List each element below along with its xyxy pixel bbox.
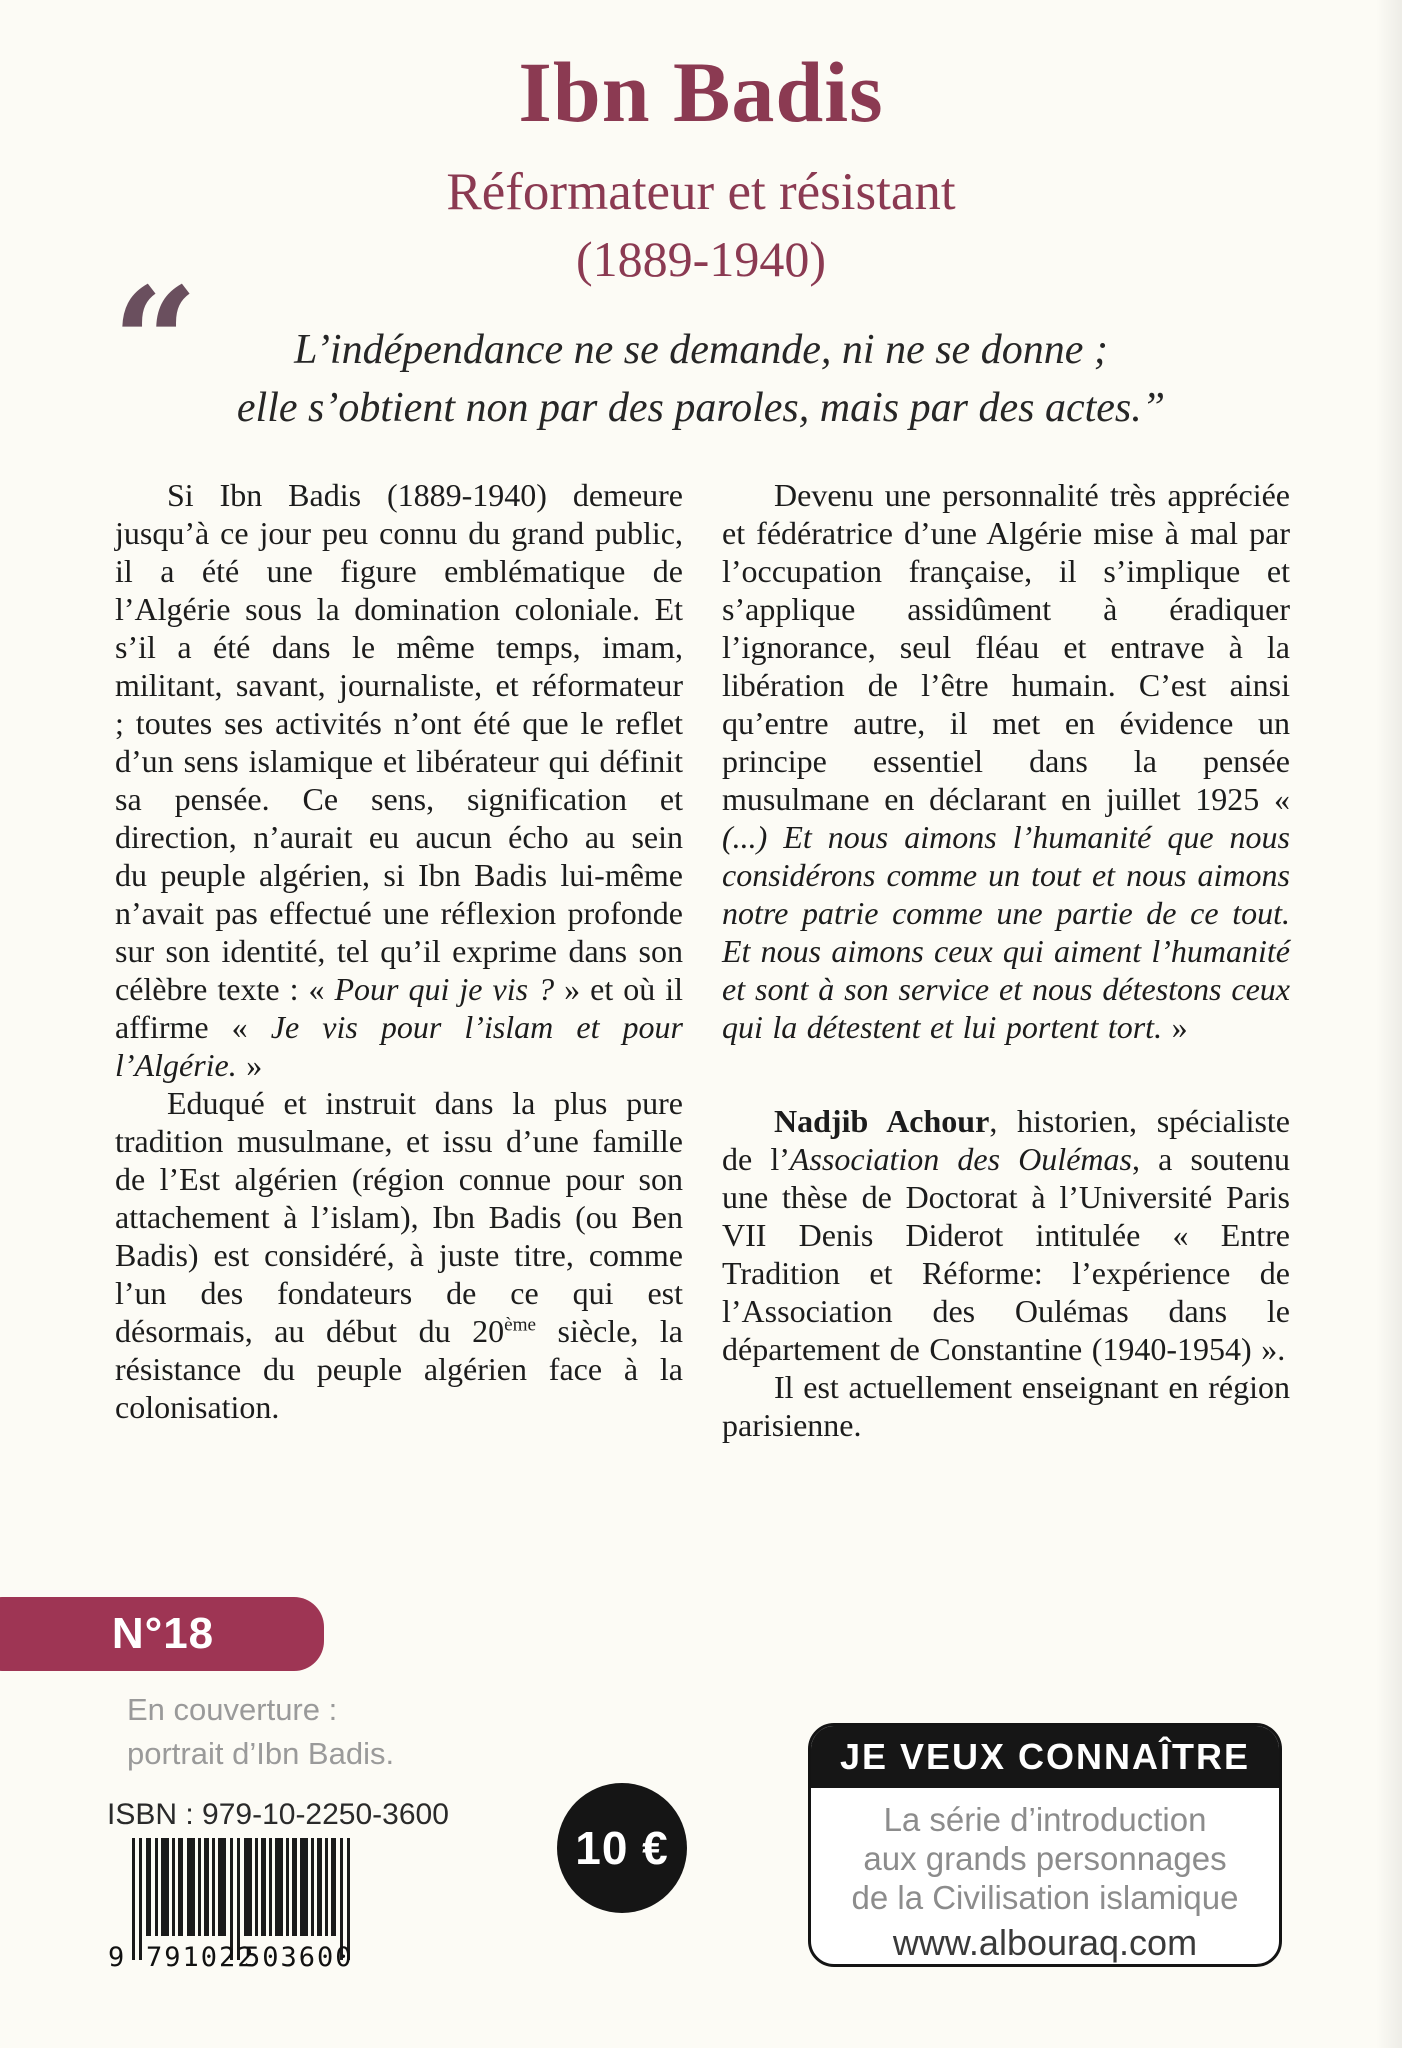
- quote-mark-icon: “: [112, 255, 199, 431]
- paragraph: Nadjib Achour, historien, spécialiste de l’Association des Oulémas, a soutenu une thèse de Doctorat à l’Université Paris VII Denis Diderot intitulée « Entre Tradition et Réforme: l’expérience de l’Association des Oulémas dans le département de Constantine (1940-1954) ».: [722, 1103, 1291, 1367]
- price-sticker: [557, 1783, 687, 1913]
- barcode: [108, 1838, 358, 1981]
- promo-body: [811, 1788, 1279, 1962]
- page-title: Ibn Badis: [518, 44, 884, 140]
- promo-line-1: La série d’introduction: [883, 1801, 1207, 1838]
- page-years: (1889-1940): [576, 231, 826, 287]
- cover-note-line2: portrait d’Ibn Badis.: [127, 1736, 395, 1771]
- barcode-digit-group-3: 503600: [244, 1942, 354, 1973]
- series-number-label: N°18: [111, 1609, 215, 1658]
- promo-box: [808, 1723, 1282, 1967]
- paragraph: Il est actuellement enseignant en région parisienne.: [722, 1369, 1290, 1443]
- promo-line-2: aux grands personnages: [863, 1840, 1227, 1877]
- promo-header: [811, 1726, 1279, 1788]
- paragraph: Eduqué et instruit dans la plus pure tradition musulmane, et issu d’une famille de l’Est algérien (région connue pour son attachement à l’islam), Ibn Badis (ou Ben Badis) est considéré, à juste titre, comme l’un des fondateurs de ce qui est désormais, au début du 20ème siècle, la résistance du peuple algérien face à la colonisation.: [115, 1085, 683, 1425]
- quote-line-2: elle s’obtient non par des paroles, mais par des actes.”: [236, 385, 1166, 431]
- isbn-text: ISBN : 979-10-2250-3600: [107, 1798, 449, 1831]
- page-subtitle: Réformateur et résistant: [446, 163, 956, 221]
- barcode-bars: [108, 1838, 358, 1976]
- price-label: 10 €: [575, 1822, 669, 1874]
- promo-line-3: de la Civilisation islamique: [851, 1879, 1239, 1916]
- paragraph: Devenu une personnalité très appréciée et fédératrice d’une Algérie mise à mal par l’occupation française, il s’implique et s’applique assidûment à éradiquer l’ignorance, seul fléau et entrave à la libération de l’être humain. C’est ainsi qu’entre autre, il met en évidence un principe essentiel dans la pensée musulmane en déclarant en juillet 1925 « (...) Et nous aimons l’humanité que nous considérons comme un tout et nous aimons notre patrie comme une partie de ce tout. Et nous aimons ceux qui aiment l’humanité et sont à son service et nous détestons ceux qui la détestent et lui portent tort. »: [722, 477, 1290, 1045]
- series-number-badge: [0, 1597, 324, 1671]
- paragraph: Si Ibn Badis (1889-1940) demeure jusqu’à ce jour peu connu du grand public, il a été une figure emblématique de l’Algérie sous la domination coloniale. Et s’il a été dans le même temps, imam, militant, savant, journaliste, et réformateur ; toutes ses activités n’ont été que le reflet d’un sens islamique et libérateur qui définit sa pensée. Ce sens, signification et direction, n’aurait eu aucun écho au sein du peuple algérien, si Ibn Badis lui-même n’avait pas effectué une réflexion profonde sur son identité, tel qu’il exprime dans son célèbre texte : « Pour qui je vis ? » et où il affirme « Je vis pour l’islam et pour l’Algérie. »: [115, 477, 684, 1083]
- barcode-digit-group-2: 791022: [146, 1942, 256, 1973]
- barcode-digit-group-1: 9: [108, 1942, 125, 1973]
- right-column: [722, 476, 1290, 1444]
- quote-line-1: L’indépendance ne se demande, ni ne se donne ;: [294, 327, 1108, 373]
- author-name: Nadjib Achour: [774, 1103, 990, 1139]
- left-column: [115, 476, 683, 1426]
- promo-website: www.albouraq.com: [892, 1922, 1198, 1963]
- cover-note: [127, 1688, 394, 1776]
- promo-header-label: JE VEUX CONNAÎTRE: [839, 1736, 1251, 1777]
- cover-note-line1: En couverture :: [127, 1692, 338, 1727]
